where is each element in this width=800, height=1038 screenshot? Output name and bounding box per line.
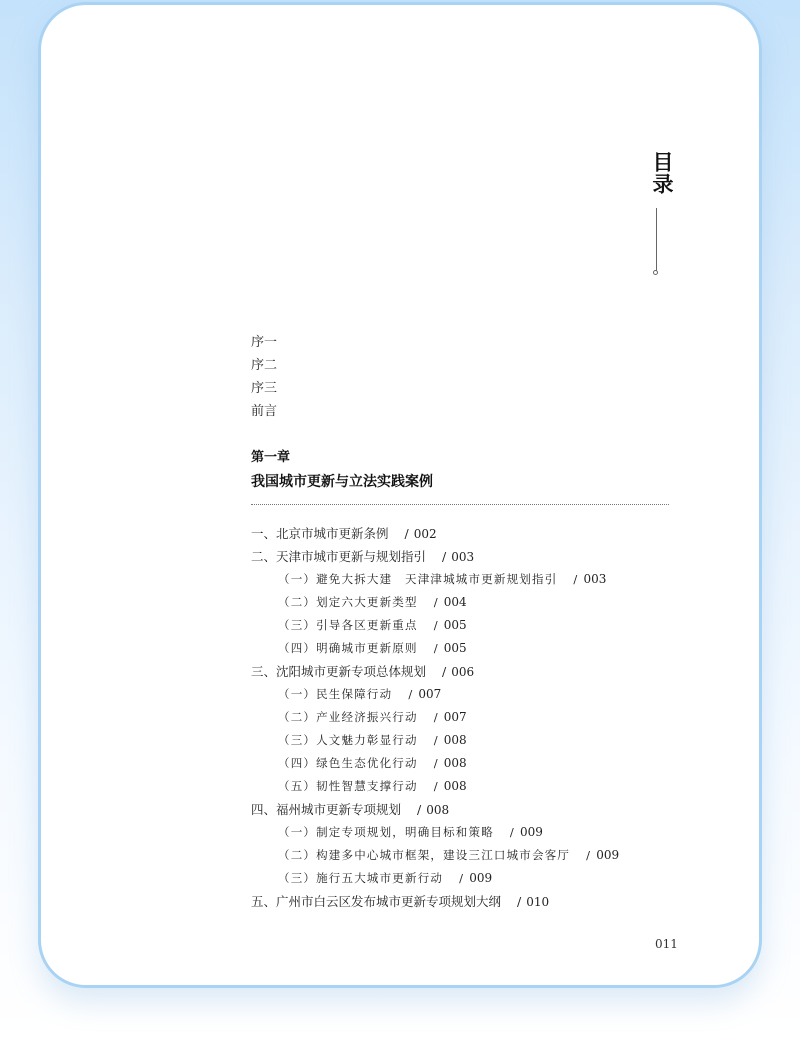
toc-entry[interactable] (251, 522, 681, 545)
toc-entry-page: 005 (443, 641, 467, 655)
toc-heading-block (644, 151, 678, 195)
chapter-title: 我国城市更新与立法实践案例 (251, 474, 433, 490)
toc-entry-page: 009 (596, 848, 620, 862)
toc-separator: / (433, 641, 439, 655)
toc-entry-title: 四、福州城市更新专项规划 (251, 802, 402, 817)
toc-separator: / (433, 618, 439, 632)
toc-separator: / (433, 733, 439, 747)
toc-entry[interactable] (251, 660, 681, 683)
toc-entry-page: 008 (443, 733, 467, 747)
toc-subentry[interactable] (251, 591, 681, 614)
preface-item: 序一 (251, 335, 278, 350)
toc-entry-page: 003 (583, 572, 607, 586)
toc-entry-page: 004 (443, 595, 467, 609)
toc-entry-title: （三）施行五大城市更新行动 (278, 871, 444, 885)
chapter-label: 第一章 (251, 450, 291, 465)
page-title: 目录 (650, 151, 675, 195)
toc-separator: / (517, 894, 522, 909)
toc-entry-title: （二）构建多中心城市框架，建设三江口城市会客厅 (278, 848, 571, 862)
toc-entry-title: （五）韧性智慧支撑行动 (278, 779, 418, 793)
toc-entry-title: 二、天津市城市更新与规划指引 (251, 549, 427, 564)
toc-list (251, 522, 681, 913)
toc-subentry[interactable] (251, 844, 681, 867)
title-divider-dot (653, 270, 658, 275)
toc-separator: / (459, 871, 465, 885)
toc-entry-page: 009 (519, 825, 543, 839)
toc-entry-page: 009 (469, 871, 493, 885)
chapter-header (251, 446, 681, 505)
preface-item: 前言 (251, 404, 278, 419)
toc-entry-page: 008 (426, 803, 450, 817)
toc-subentry[interactable] (251, 775, 681, 798)
preface-item: 序二 (251, 358, 278, 373)
toc-separator: / (433, 779, 439, 793)
toc-subentry[interactable] (251, 568, 681, 591)
toc-entry[interactable] (251, 890, 681, 913)
toc-entry-title: （三）引导各区更新重点 (278, 618, 418, 632)
toc-entry[interactable] (251, 545, 681, 568)
toc-entry-page: 005 (443, 618, 467, 632)
toc-entry-title: （一）制定专项规划，明确目标和策略 (278, 825, 494, 839)
toc-entry-title: 一、北京市城市更新条例 (251, 526, 389, 541)
toc-subentry[interactable] (251, 683, 681, 706)
toc-separator: / (404, 526, 409, 541)
toc-separator: / (573, 572, 579, 586)
toc-subentry[interactable] (251, 821, 681, 844)
toc-entry-title: （一）避免大拆大建 天津津城城市更新规划指引 (278, 572, 558, 586)
toc-separator: / (586, 848, 592, 862)
title-divider-line (656, 208, 657, 272)
toc-separator: / (433, 756, 439, 770)
toc-entry-page: 008 (443, 756, 467, 770)
toc-entry-title: 五、广州市白云区发布城市更新专项规划大纲 (251, 894, 502, 909)
toc-entry-page: 007 (418, 687, 442, 701)
toc-subentry[interactable] (251, 729, 681, 752)
toc-subentry[interactable] (251, 867, 681, 890)
toc-separator: / (509, 825, 515, 839)
toc-separator: / (442, 664, 447, 679)
toc-separator: / (433, 710, 439, 724)
toc-entry-title: （二）产业经济振兴行动 (278, 710, 418, 724)
toc-separator: / (442, 549, 447, 564)
toc-separator: / (408, 687, 414, 701)
preface-item: 序三 (251, 381, 278, 396)
page-number: 011 (655, 937, 678, 951)
toc-entry-title: （四）绿色生态优化行动 (278, 756, 418, 770)
toc-subentry[interactable] (251, 614, 681, 637)
document-page (38, 2, 762, 988)
toc-entry-title: （一）民生保障行动 (278, 687, 393, 701)
toc-entry-title: （三）人文魅力彰显行动 (278, 733, 418, 747)
toc-subentry[interactable] (251, 752, 681, 775)
toc-content (251, 331, 681, 913)
toc-separator: / (417, 802, 422, 817)
toc-entry-page: 007 (443, 710, 467, 724)
toc-entry[interactable] (251, 798, 681, 821)
toc-entry-page: 006 (451, 665, 475, 679)
toc-entry-title: （二）划定六大更新类型 (278, 595, 418, 609)
toc-entry-title: （四）明确城市更新原则 (278, 641, 418, 655)
chapter-dotted-rule (251, 504, 669, 505)
toc-subentry[interactable] (251, 706, 681, 729)
toc-subentry[interactable] (251, 637, 681, 660)
toc-entry-title: 三、沈阳城市更新专项总体规划 (251, 664, 427, 679)
toc-entry-page: 010 (526, 895, 550, 909)
toc-entry-page: 003 (451, 550, 475, 564)
toc-separator: / (433, 595, 439, 609)
preface-list (251, 331, 681, 423)
toc-entry-page: 002 (413, 527, 437, 541)
toc-entry-page: 008 (443, 779, 467, 793)
